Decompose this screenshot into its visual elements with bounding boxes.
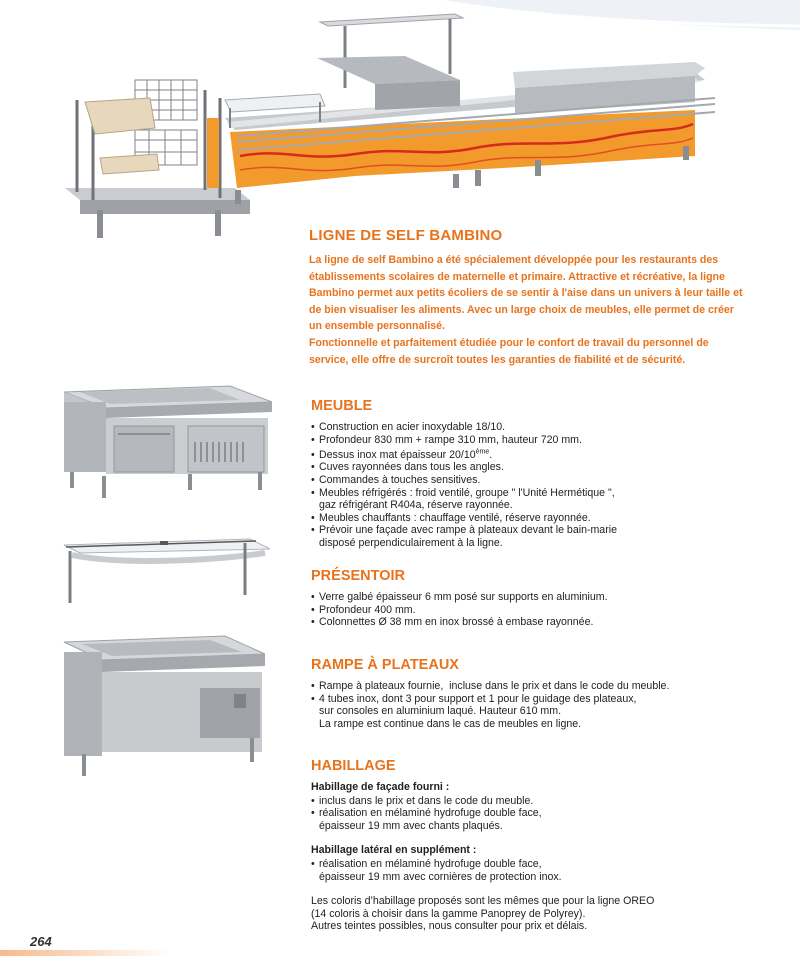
list-item-continuation: épaisseur 19 mm avec cornières de protection inox. bbox=[319, 870, 562, 883]
list-item-text: Colonnettes Ø 38 mm en inox brossé à embase rayonnée. bbox=[319, 616, 594, 629]
list-item bbox=[311, 616, 751, 629]
list-item-continuation: épaisseur 19 mm avec chants plaqués. bbox=[319, 819, 503, 832]
rampe-list bbox=[311, 680, 751, 730]
habillage-list-lateral bbox=[311, 858, 751, 883]
bullet-icon: • bbox=[311, 680, 315, 692]
bullet-icon: • bbox=[311, 692, 315, 705]
habillage-section bbox=[311, 758, 751, 933]
list-item-text: Meubles chauffants : chauffage ventilé, réserve rayonnée. bbox=[319, 511, 591, 524]
list-item-text: Profondeur 830 mm + rampe 310 mm, hauteur 720 mm. bbox=[319, 433, 582, 446]
list-item-continuation: La rampe est continue dans le cas de meubles en ligne. bbox=[319, 717, 582, 730]
bullet-icon: • bbox=[311, 524, 315, 537]
list-item-continuation: disposé perpendiculairement à la ligne. bbox=[319, 536, 503, 549]
list-item bbox=[311, 858, 751, 883]
presentoir-list bbox=[311, 591, 751, 629]
meuble-illustration bbox=[60, 372, 275, 502]
meuble-title: MEUBLE bbox=[311, 398, 373, 414]
bullet-icon: • bbox=[311, 857, 315, 870]
bullet-icon: • bbox=[311, 616, 315, 629]
list-item-text: 4 tubes inox, dont 3 pour support et 1 pour le guidage des plateaux, bbox=[319, 692, 637, 705]
bullet-icon: • bbox=[311, 807, 315, 820]
bullet-icon: • bbox=[311, 603, 315, 616]
list-item bbox=[311, 474, 751, 487]
list-item-text: Commandes à touches sensitives. bbox=[319, 473, 481, 486]
list-item-continuation: sur consoles en aluminium laqué. Hauteur 610 mm. bbox=[319, 705, 562, 718]
list-item bbox=[311, 680, 751, 693]
footer-accent-bar bbox=[0, 950, 170, 956]
list-item-text: Rampe à plateaux fournie, incluse dans le prix et dans le code du meuble. bbox=[319, 680, 670, 692]
presentoir-title: PRÉSENTOIR bbox=[311, 568, 406, 584]
bullet-icon: • bbox=[311, 433, 315, 446]
list-item bbox=[311, 421, 751, 434]
list-item-text: inclus dans le prix et dans le code du meuble. bbox=[319, 794, 534, 807]
intro-section bbox=[309, 227, 749, 368]
list-item-text: Profondeur 400 mm. bbox=[319, 603, 416, 616]
bullet-icon: • bbox=[311, 461, 315, 474]
habillage-list-facade bbox=[311, 795, 751, 833]
list-item-text: Verre galbé épaisseur 6 mm posé sur supports en aluminium. bbox=[319, 591, 608, 603]
intro-paragraph-1: La ligne de self Bambino a été spécialement développée pour les restaurants des établissements scolaires de maternelle et primaire. Attractive et récréative, la ligne Bambino permet aux petits écoliers de se sentir à l'aise dans un univers à leur taille et de bien visualiser les aliments. Avec un large choix de meubles, elle permet de créer un ensemble personnalisé. bbox=[309, 254, 743, 333]
habillage-note-1: Les coloris d’habillage proposés sont les mêmes que pour la ligne OREO bbox=[311, 895, 655, 908]
bullet-icon: • bbox=[311, 794, 315, 807]
list-item-text: Construction en acier inoxydable 18/10. bbox=[319, 421, 506, 433]
bullet-icon: • bbox=[311, 486, 315, 499]
list-item-continuation: gaz réfrigérant R404a, réserve rayonnée. bbox=[319, 499, 513, 512]
page-number: 264 bbox=[30, 934, 52, 949]
list-item-text: réalisation en mélaminé hydrofuge double face, bbox=[319, 807, 542, 820]
list-item bbox=[311, 604, 751, 617]
list-item bbox=[311, 512, 751, 525]
rampe-illustration bbox=[60, 628, 270, 780]
list-item-text: réalisation en mélaminé hydrofuge double face, bbox=[319, 857, 542, 870]
list-item bbox=[311, 524, 751, 549]
habillage-note-3: Autres teintes possibles, nous consulter pour prix et délais. bbox=[311, 920, 588, 933]
presentoir-illustration bbox=[60, 535, 275, 607]
bullet-icon: • bbox=[311, 591, 315, 603]
habillage-subtitle-facade: Habillage de façade fourni : bbox=[311, 781, 450, 793]
meuble-list bbox=[311, 421, 751, 549]
list-item-text: Meubles réfrigérés : froid ventilé, groupe " l'Unité Hermétique ", bbox=[319, 486, 615, 499]
list-item bbox=[311, 795, 751, 808]
habillage-note-2: (14 coloris à choisir dans la gamme Panoprey de Polyrey). bbox=[311, 907, 586, 920]
intro-paragraph-2: Fonctionnelle et parfaitement étudiée pour le confort de travail du personnel de service, elle offre de surcroît toutes les garanties de fiabilité et de sécurité. bbox=[309, 336, 709, 366]
list-item-text: Cuves rayonnées dans tous les angles. bbox=[319, 461, 504, 474]
list-item bbox=[311, 591, 751, 604]
list-item bbox=[311, 461, 751, 474]
meuble-section bbox=[311, 398, 751, 549]
list-item bbox=[311, 446, 751, 461]
habillage-subtitle-lateral: Habillage latéral en supplément : bbox=[311, 844, 477, 857]
rampe-section bbox=[311, 657, 751, 730]
bullet-icon: • bbox=[311, 511, 315, 524]
presentoir-section bbox=[311, 568, 751, 629]
bullet-icon: • bbox=[311, 448, 315, 461]
rampe-title: RAMPE À PLATEAUX bbox=[311, 657, 459, 673]
bullet-icon: • bbox=[311, 421, 315, 433]
list-item bbox=[311, 487, 751, 512]
list-item bbox=[311, 434, 751, 447]
intro-title: LIGNE DE SELF BAMBINO bbox=[309, 227, 503, 244]
bullet-icon: • bbox=[311, 473, 315, 486]
list-item bbox=[311, 693, 751, 731]
habillage-title: HABILLAGE bbox=[311, 758, 396, 774]
list-item-text: Prévoir une façade avec rampe à plateaux devant le bain-marie bbox=[319, 524, 617, 537]
self-line-illustration bbox=[55, 10, 745, 240]
list-item bbox=[311, 807, 751, 832]
list-item-text: Dessus inox mat épaisseur 20/10ème. bbox=[319, 448, 493, 461]
